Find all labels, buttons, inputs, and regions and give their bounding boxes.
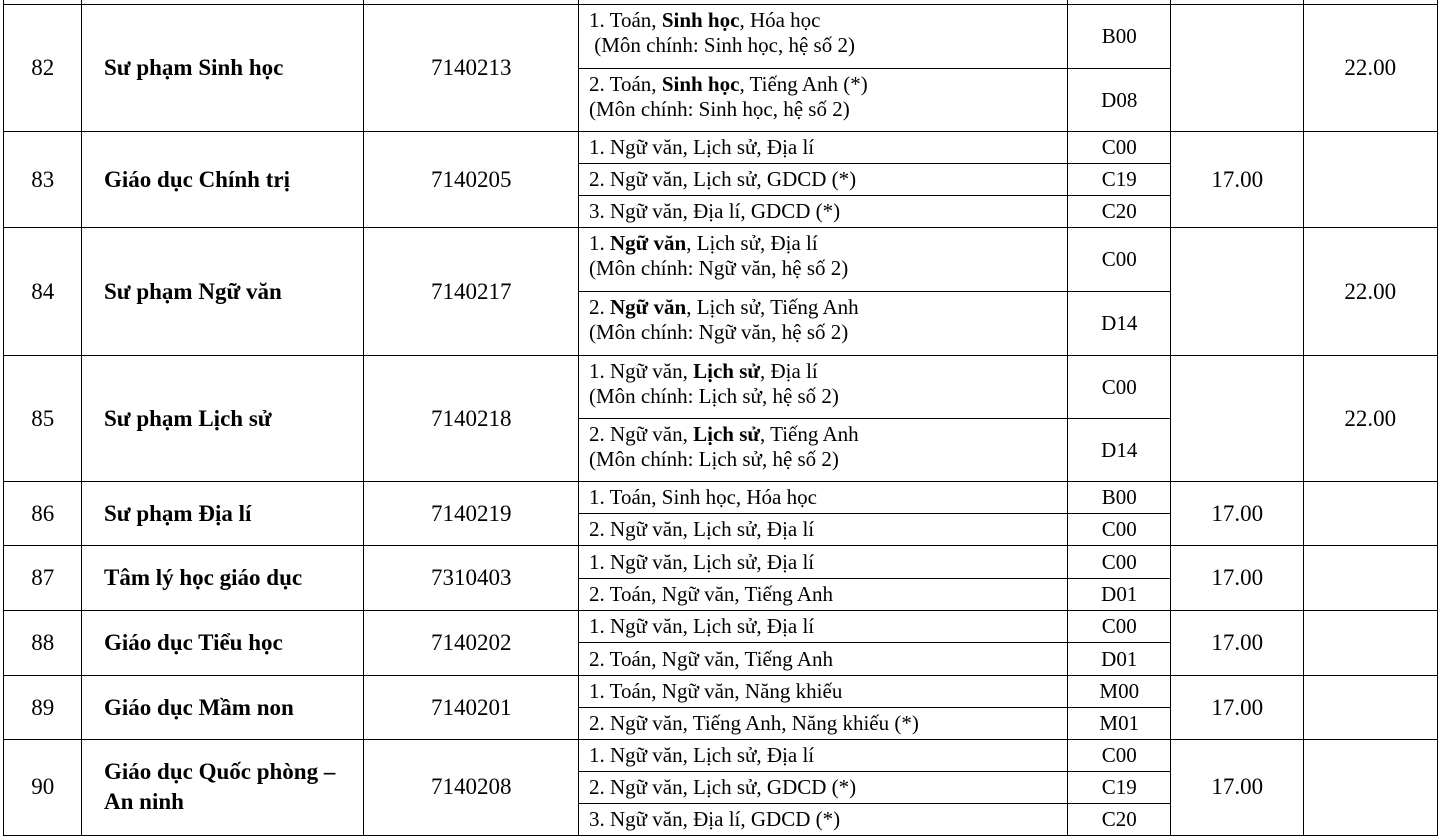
major-code-text: 7140213 <box>431 55 512 81</box>
score-threshold-a <box>1170 610 1305 677</box>
subject-combination <box>578 131 1069 165</box>
main-subject: Sinh học <box>661 8 740 32</box>
row-number <box>3 4 83 133</box>
subject-combination <box>578 610 1069 644</box>
subject-combination <box>578 771 1069 805</box>
subject-text: 2. <box>589 295 610 319</box>
subject-text: 2. Ngữ văn, Lịch sử, GDCD (*) <box>589 167 857 192</box>
subject-combination-line1 <box>589 711 919 736</box>
row-number-text: 85 <box>31 405 55 431</box>
major-name <box>81 545 365 612</box>
block-code <box>1067 545 1172 580</box>
subject-combination <box>578 803 1069 836</box>
row-number <box>3 481 83 547</box>
subject-combination-line1 <box>589 135 814 160</box>
block-code-text: C00 <box>1101 614 1137 639</box>
subject-combination <box>578 227 1069 293</box>
major-name-text: Giáo dục Quốc phòng – An ninh <box>104 759 336 815</box>
block-code <box>1067 675 1172 709</box>
score-threshold-b-text: 22.00 <box>1344 405 1397 431</box>
major-name-text: Sư phạm Sinh học <box>104 55 284 81</box>
major-name-text: Sư phạm Lịch sử <box>104 405 272 431</box>
subject-text: , Hóa học <box>739 8 821 32</box>
main-subject-note: (Môn chính: Lịch sử, hệ số 2) <box>589 447 839 471</box>
block-code-text: M00 <box>1099 679 1140 704</box>
subject-text: 2. Toán, Ngữ văn, Tiếng Anh <box>589 582 834 607</box>
major-code <box>363 4 580 133</box>
block-code-text: B00 <box>1101 24 1137 49</box>
block-code <box>1067 771 1172 805</box>
major-code-text: 7140218 <box>431 405 512 431</box>
main-subject-note: (Môn chính: Sinh học, hệ số 2) <box>589 33 855 57</box>
major-name <box>81 4 365 133</box>
block-code <box>1067 195 1172 229</box>
score-threshold-a-text: 17.00 <box>1211 774 1264 800</box>
block-code-text: D01 <box>1101 646 1138 671</box>
subject-text: 2. Toán, <box>589 72 662 96</box>
block-code <box>1067 578 1172 612</box>
subject-text: , Tiếng Anh (*) <box>739 72 868 96</box>
score-threshold-a <box>1170 675 1305 741</box>
major-code-text: 7140201 <box>431 694 512 720</box>
row-number-text: 87 <box>31 565 55 591</box>
major-code-text: 7310403 <box>431 565 512 591</box>
subject-text: 1. Ngữ văn, Lịch sử, Địa lí <box>589 743 815 768</box>
score-threshold-a <box>1170 227 1305 357</box>
subject-text: 3. Ngữ văn, Địa lí, GDCD (*) <box>589 806 841 831</box>
block-code <box>1067 707 1172 741</box>
major-name-text: Tâm lý học giáo dục <box>104 565 303 591</box>
score-threshold-b-text: 22.00 <box>1344 278 1397 304</box>
subject-text: 1. Ngữ văn, Lịch sử, Địa lí <box>589 549 815 574</box>
row-number <box>3 675 83 741</box>
row-number <box>3 739 83 836</box>
major-code <box>363 610 580 677</box>
row-number <box>3 545 83 612</box>
subject-combination <box>578 291 1069 357</box>
score-threshold-a-text: 17.00 <box>1211 565 1264 591</box>
subject-text: 1. Toán, Ngữ văn, Năng khiếu <box>589 679 843 704</box>
row-number-text: 90 <box>31 774 55 800</box>
subject-text: 2. Ngữ văn, Lịch sử, GDCD (*) <box>589 775 857 800</box>
major-name-text: Giáo dục Tiểu học <box>104 630 283 656</box>
subject-combination <box>578 195 1069 229</box>
subject-combination <box>578 545 1069 580</box>
subject-combination-line1 <box>589 231 1068 256</box>
score-threshold-a <box>1170 355 1305 483</box>
major-code-text: 7140202 <box>431 630 512 656</box>
subject-text: , Địa lí <box>760 359 818 383</box>
block-code-text: C00 <box>1101 135 1137 160</box>
block-code <box>1067 131 1172 165</box>
row-number-text: 86 <box>31 500 55 526</box>
subject-combination <box>578 418 1069 483</box>
major-name <box>81 227 365 357</box>
major-name <box>81 675 365 741</box>
main-subject: Ngữ văn <box>610 231 687 255</box>
major-name <box>81 131 365 229</box>
subject-text: 1. Toán, Sinh học, Hóa học <box>589 485 817 510</box>
subject-combination <box>578 355 1069 420</box>
subject-combination <box>578 675 1069 709</box>
block-code-text: D08 <box>1101 87 1138 112</box>
subject-text: 1. Ngữ văn, Lịch sử, Địa lí <box>589 614 815 639</box>
subject-text: , Lịch sử, Địa lí <box>686 231 818 255</box>
subject-combination-line1 <box>589 485 817 510</box>
major-code <box>363 481 580 547</box>
block-code-text: B00 <box>1101 485 1137 510</box>
block-code <box>1067 803 1172 836</box>
major-code <box>363 739 580 836</box>
major-code <box>363 227 580 357</box>
score-threshold-b <box>1303 4 1438 133</box>
row-number-text: 82 <box>31 55 55 81</box>
major-name-text: Sư phạm Địa lí <box>104 500 252 526</box>
score-threshold-b <box>1303 675 1438 741</box>
subject-combination <box>578 739 1069 773</box>
subject-combination <box>578 163 1069 197</box>
block-code <box>1067 610 1172 644</box>
main-subject: Sinh học <box>661 72 740 96</box>
score-threshold-b <box>1303 739 1438 836</box>
subject-combination-line1 <box>589 359 1068 384</box>
subject-combination-line1 <box>589 679 842 704</box>
subject-text: 1. <box>589 231 610 255</box>
score-threshold-a-text: 17.00 <box>1211 694 1264 720</box>
score-threshold-b <box>1303 610 1438 677</box>
row-number <box>3 355 83 483</box>
major-name <box>81 481 365 547</box>
block-code-text: C00 <box>1101 549 1137 574</box>
major-name-text: Giáo dục Mầm non <box>104 694 294 720</box>
block-code <box>1067 227 1172 293</box>
subject-text: 1. Ngữ văn, <box>589 359 694 383</box>
major-name <box>81 739 365 836</box>
subject-text: 2. Ngữ văn, Lịch sử, Địa lí <box>589 517 815 542</box>
block-code <box>1067 739 1172 773</box>
block-code-text: C00 <box>1101 743 1137 768</box>
score-threshold-a <box>1170 545 1305 612</box>
main-subject: Lịch sử <box>693 359 760 383</box>
major-code <box>363 675 580 741</box>
subject-combination-line1 <box>589 550 814 575</box>
main-subject-note: (Môn chính: Ngữ văn, hệ số 2) <box>589 256 849 280</box>
subject-text: 2. Ngữ văn, Tiếng Anh, Năng khiếu (*) <box>589 711 919 736</box>
block-code <box>1067 642 1172 677</box>
score-threshold-b <box>1303 481 1438 547</box>
major-code <box>363 355 580 483</box>
subject-combination-line1 <box>589 72 1068 97</box>
subject-text: 1. Toán, <box>589 8 662 32</box>
block-code-text: C19 <box>1101 775 1137 800</box>
subject-combination-line1 <box>589 614 814 639</box>
main-subject-note: (Môn chính: Sinh học, hệ số 2) <box>589 97 850 121</box>
row-number-text: 84 <box>31 278 55 304</box>
major-code <box>363 131 580 229</box>
subject-combination <box>578 707 1069 741</box>
score-threshold-b <box>1303 131 1438 229</box>
subject-combination-line1 <box>589 295 1068 320</box>
block-code-text: C00 <box>1101 374 1137 399</box>
subject-combination-line1 <box>589 167 856 192</box>
main-subject: Ngữ văn <box>610 295 687 319</box>
main-subject: Lịch sử <box>693 422 760 446</box>
row-number-text: 83 <box>31 166 55 192</box>
score-threshold-a-text: 17.00 <box>1211 630 1264 656</box>
major-code-text: 7140205 <box>431 166 512 192</box>
subject-text: , Lịch sử, Tiếng Anh <box>686 295 859 319</box>
block-code-text: C00 <box>1101 517 1137 542</box>
block-code-text: D01 <box>1101 582 1138 607</box>
block-code-text: C20 <box>1101 199 1137 224</box>
block-code-text: C00 <box>1101 247 1137 272</box>
block-code-text: C20 <box>1101 806 1137 831</box>
block-code <box>1067 163 1172 197</box>
subject-combination <box>578 68 1069 133</box>
main-subject-note: (Môn chính: Lịch sử, hệ số 2) <box>589 384 839 408</box>
block-code <box>1067 418 1172 483</box>
block-code <box>1067 4 1172 70</box>
block-code <box>1067 355 1172 420</box>
subject-combination <box>578 513 1069 547</box>
major-code-text: 7140219 <box>431 500 512 526</box>
subject-text: 3. Ngữ văn, Địa lí, GDCD (*) <box>589 199 841 224</box>
block-code-text: M01 <box>1099 711 1140 736</box>
score-threshold-b <box>1303 227 1438 357</box>
score-threshold-a <box>1170 131 1305 229</box>
row-number-text: 88 <box>31 630 55 656</box>
major-code <box>363 545 580 612</box>
score-threshold-a-text: 17.00 <box>1211 500 1264 526</box>
block-code-text: C19 <box>1101 167 1137 192</box>
score-threshold-a <box>1170 4 1305 133</box>
subject-combination-line1 <box>589 517 814 542</box>
score-threshold-b <box>1303 355 1438 483</box>
subject-combination-line1 <box>589 199 840 224</box>
score-threshold-a-text: 17.00 <box>1211 166 1264 192</box>
main-subject-note: (Môn chính: Ngữ văn, hệ số 2) <box>589 320 849 344</box>
score-threshold-a <box>1170 481 1305 547</box>
subject-combination-line1 <box>589 807 840 832</box>
subject-combination-line1 <box>589 775 856 800</box>
subject-combination <box>578 578 1069 612</box>
major-name <box>81 355 365 483</box>
block-code <box>1067 291 1172 357</box>
block-code-text: D14 <box>1101 311 1138 336</box>
block-code <box>1067 481 1172 515</box>
subject-text: 2. Toán, Ngữ văn, Tiếng Anh <box>589 646 834 671</box>
subject-combination-line1 <box>589 743 814 768</box>
score-threshold-b-text: 22.00 <box>1344 55 1397 81</box>
score-threshold-b <box>1303 545 1438 612</box>
major-code-text: 7140217 <box>431 278 512 304</box>
subject-combination <box>578 4 1069 70</box>
subject-combination-line1 <box>589 647 833 672</box>
subject-combination <box>578 642 1069 677</box>
subject-combination-line1 <box>589 582 833 607</box>
subject-text: 1. Ngữ văn, Lịch sử, Địa lí <box>589 135 815 160</box>
row-number-text: 89 <box>31 694 55 720</box>
subject-text: , Tiếng Anh <box>760 422 859 446</box>
row-number <box>3 610 83 677</box>
subject-text: 2. Ngữ văn, <box>589 422 694 446</box>
block-code <box>1067 513 1172 547</box>
major-name-text: Sư phạm Ngữ văn <box>104 278 282 304</box>
block-code-text: D14 <box>1101 437 1138 462</box>
major-name <box>81 610 365 677</box>
major-name-text: Giáo dục Chính trị <box>104 166 290 192</box>
subject-combination-line1 <box>589 422 1068 447</box>
row-number <box>3 227 83 357</box>
major-code-text: 7140208 <box>431 774 512 800</box>
subject-combination <box>578 481 1069 515</box>
score-threshold-a <box>1170 739 1305 836</box>
subject-combination-line1 <box>589 8 1068 33</box>
row-number <box>3 131 83 229</box>
block-code <box>1067 68 1172 133</box>
